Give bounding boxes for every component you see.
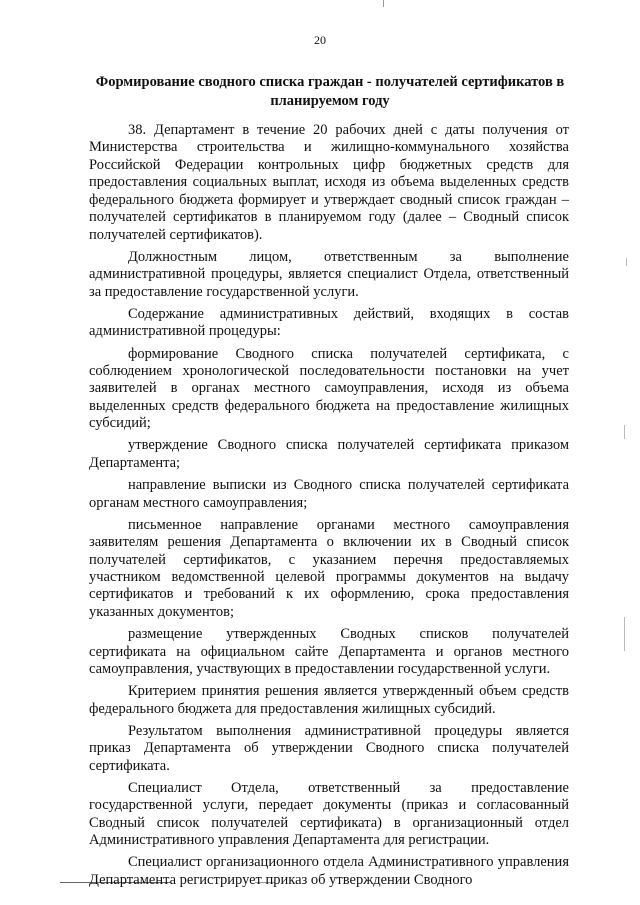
paragraph: формирование Сводного списка получателей сертификата, с соблюдением хронологической последовательности постановки на учет заявителей в органах местного самоуправления, исходя из объема выделенных средств федерального бюджета на предоставление жилищных субсидий; [89,345,569,432]
paragraph: Должностным лицом, ответственным за выполнение административной процедуры, является специалист Отдела, ответственный за предоставление государственной услуги. [89,248,569,300]
paragraph: Результатом выполнения административной процедуры является приказ Департамента об утверждении Сводного списка получателей сертификата. [89,722,569,774]
paragraph: Критерием принятия решения является утвержденный объем средств федерального бюджета для предоставления жилищных субсидий. [89,683,569,717]
paragraph: утверждение Сводного списка получателей сертификата приказом Департамента; [89,437,569,471]
paragraph: направление выписки из Сводного списка получателей сертификата органам местного самоуправления; [89,477,569,511]
paragraph: 38. Департамент в течение 20 рабочих дней с даты получения от Министерства строительства и жилищно-коммунального хозяйства Российской Федерации контрольных цифр бюджетных средств для предоставления социальных выплат, исходя из объема выделенных средств федерального бюджета формирует и утверждает сводный список граждан – получателей сертификатов в планируемом году (далее – Сводный список получателей сертификатов). [89,122,569,243]
paragraph: Специалист Отдела, ответственный за предоставление государственной услуги, передает документы (приказ и согласованный Сводный список получателей сертификата) в организационный отдел Административного управления Департамента для регистрации. [89,779,569,849]
scan-artifact [626,258,627,266]
scan-artifact [624,617,625,651]
document-body [89,122,569,894]
page-number: 20 [314,33,326,47]
paragraph: письменное направление органами местного самоуправления заявителям решения Департамента о включении их в Сводный список получателей сертификатов, с указанием перечня предоставляемых участником ведомственной целевой программы документов на выдачу сертификатов и требований к их оформлению, срока предоставления указанных документов; [89,516,569,620]
scan-artifact [624,425,625,439]
scan-artifact [383,0,384,7]
paragraph: размещение утвержденных Сводных списков получателей сертификата на официальном сайте Департамента и органов местного самоуправления, участвующих в предоставлении государственной услуги. [89,626,569,677]
section-title: Формирование сводного списка граждан - получателей сертификатов в планируемом году [95,74,565,109]
paragraph: Специалист организационного отдела Административного управления Департамента регистрирует приказ об утверждении Сводного [89,854,569,888]
paragraph: Содержание административных действий, входящих в состав административной процедуры: [89,305,569,340]
